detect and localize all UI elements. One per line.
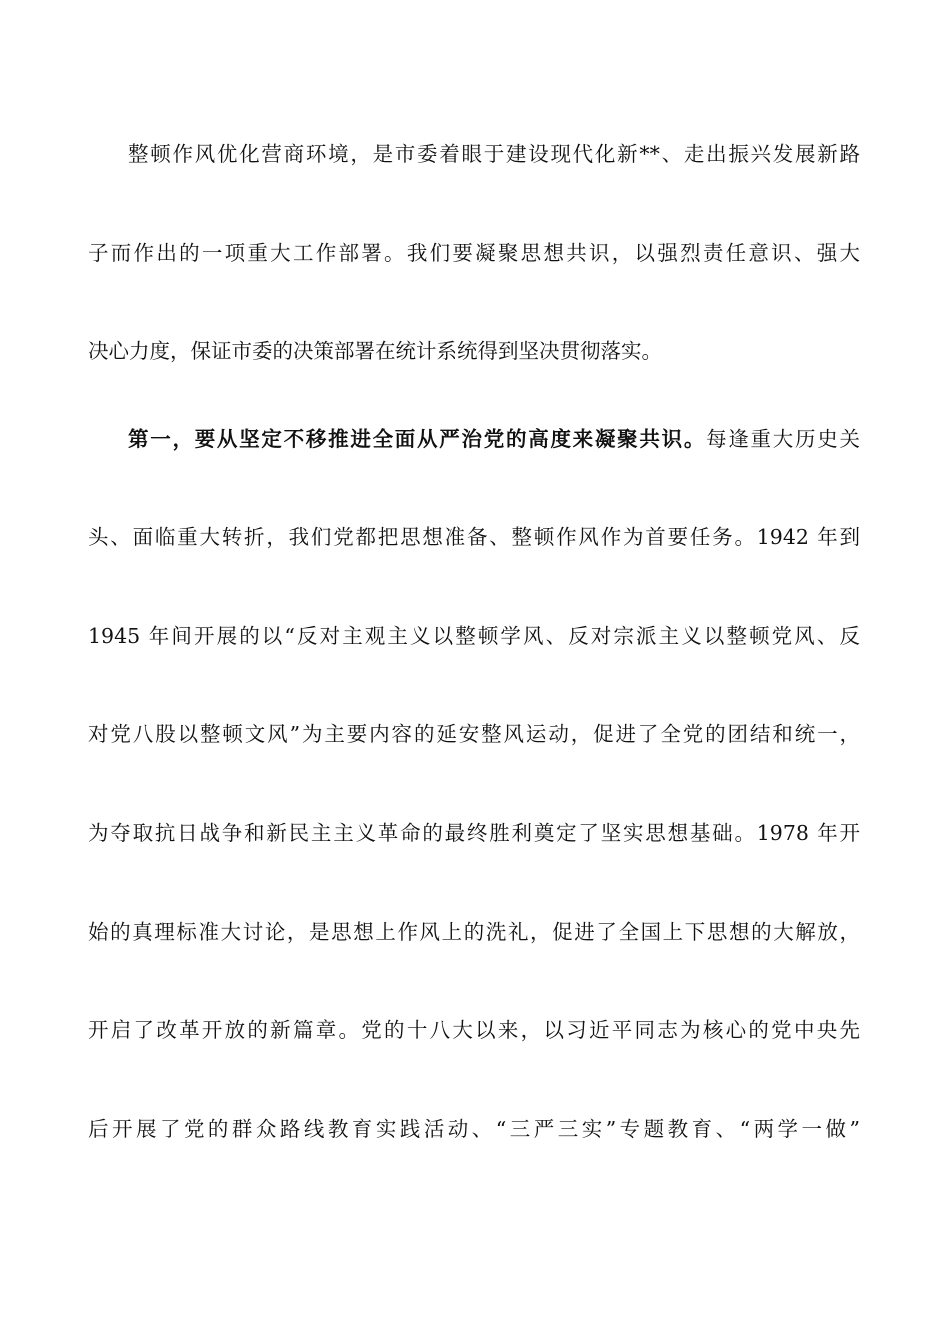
paragraph-1-line-3: 决心力度，保证市委的决策部署在统计系统得到坚决贯彻落实。 [88, 339, 662, 363]
paragraph-2-line-8: 后开展了党的群众路线教育实践活动、“三严三实”专题教育、“两学一做” [88, 1117, 860, 1141]
paragraph-2-line-6: 始的真理标准大讨论，是思想上作风上的洗礼，促进了全国上下思想的大解放， [88, 920, 860, 944]
paragraph-2-first-line-rest: 每逢重大历史关 [706, 427, 860, 451]
paragraph-2-line-5: 为夺取抗日战争和新民主主义革命的最终胜利奠定了坚实思想基础。1978 年开 [88, 821, 860, 845]
paragraph-2-line-2: 头、面临重大转折，我们党都把思想准备、整顿作风作为首要任务。1942 年到 [88, 525, 860, 549]
paragraph-2-heading: 第一，要从坚定不移推进全面从严治党的高度来凝聚共识。 [128, 427, 707, 451]
paragraph-1-line-2: 子而作出的一项重大工作部署。我们要凝聚思想共识，以强烈责任意识、强大 [88, 241, 860, 265]
paragraph-2-line-1 [128, 421, 860, 457]
paragraph-2-line-4: 对党八股以整顿文风”为主要内容的延安整风运动，促进了全党的团结和统一， [88, 722, 860, 746]
paragraph-1-line-1: 整顿作风优化营商环境，是市委着眼于建设现代化新**、走出振兴发展新路 [128, 142, 860, 166]
paragraph-2-line-3: 1945 年间开展的以“反对主观主义以整顿学风、反对宗派主义以整顿党风、反 [88, 624, 860, 648]
paragraph-2-line-7: 开启了改革开放的新篇章。党的十八大以来，以习近平同志为核心的党中央先 [88, 1018, 860, 1042]
